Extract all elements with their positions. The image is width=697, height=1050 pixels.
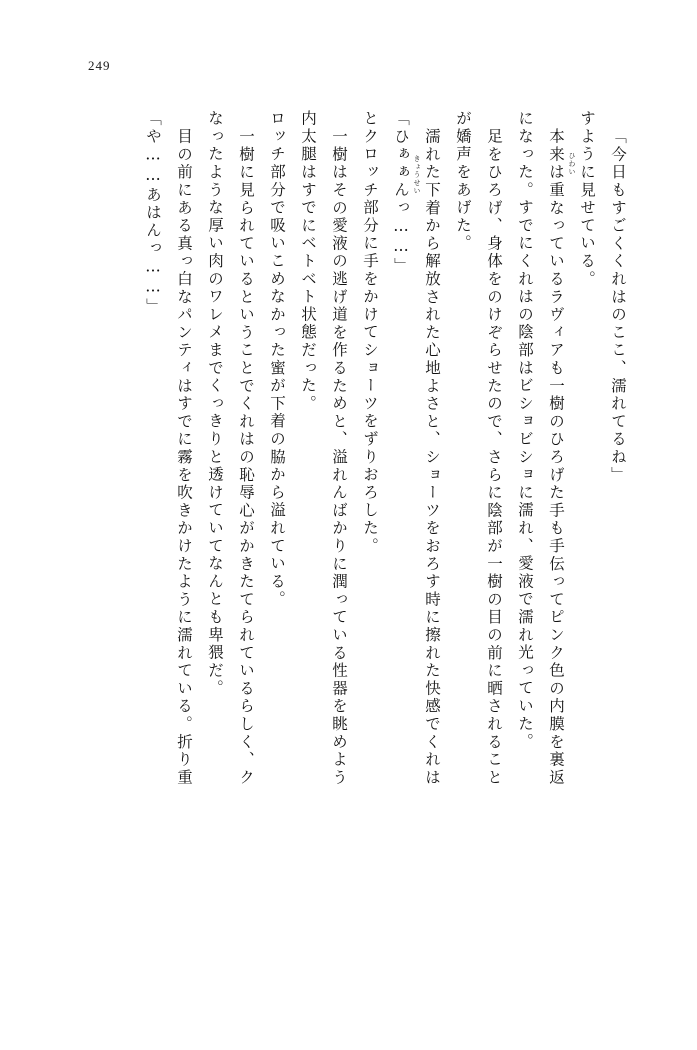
text-column: 一樹はその愛液の逃げ道を作るためと、溢れんばかりに潤っている性器を眺めよう — [330, 128, 348, 787]
text-column: すように見せている。 — [578, 110, 596, 288]
text-column: 一樹に見られているということでくれはの恥辱心がかきたてられているらしく、ク — [237, 128, 255, 787]
text-column: が嬌声をあげた。 — [454, 110, 472, 253]
ruby-kyousei: きょうせい — [413, 155, 421, 195]
text-column: ロッチ部分で吸いこめなかった蜜が下着の脇から溢れている。 — [268, 110, 286, 609]
page-number: 249 — [88, 58, 111, 73]
text-column: 本来は重なっているラヴィアも一樹のひろげた手も手伝ってピンク色の内膜を裏返 — [547, 128, 565, 787]
text-column: になった。すでにくれはの陰部はビショビショに濡れ、愛液で濡れ光っていた。 — [516, 110, 534, 751]
text-column: 目の前にある真っ白なパンティはすでに霧を吹きかけたように濡れている。折り重 — [175, 128, 193, 787]
text-column: 足をひろげ、身体をのけぞらせたので、さらに陰部が一樹の目の前に晒されること — [485, 128, 503, 787]
ruby-hiwai: ひわい — [568, 152, 576, 176]
text-column: 内太腿はすでにベトベト状態だった。 — [299, 110, 317, 413]
vertical-text-body — [129, 110, 625, 970]
text-column: とクロッチ部分に手をかけてショーツをずりおろした。 — [361, 110, 379, 555]
text-column: なったような厚い肉のワレメまでくっきりと透けていてなんとも卑猥だ。 — [206, 110, 224, 698]
text-column: 「ひぁぁんっ……」 — [392, 110, 410, 276]
text-column: 濡れた下着から解放された心地よさと、ショーツをおろす時に擦れた快感でくれは — [423, 128, 441, 787]
text-column: 「や……あはんっ……」 — [144, 110, 162, 316]
text-column: 「今日もすごくくれはのここ、濡れてるね」 — [609, 128, 627, 484]
